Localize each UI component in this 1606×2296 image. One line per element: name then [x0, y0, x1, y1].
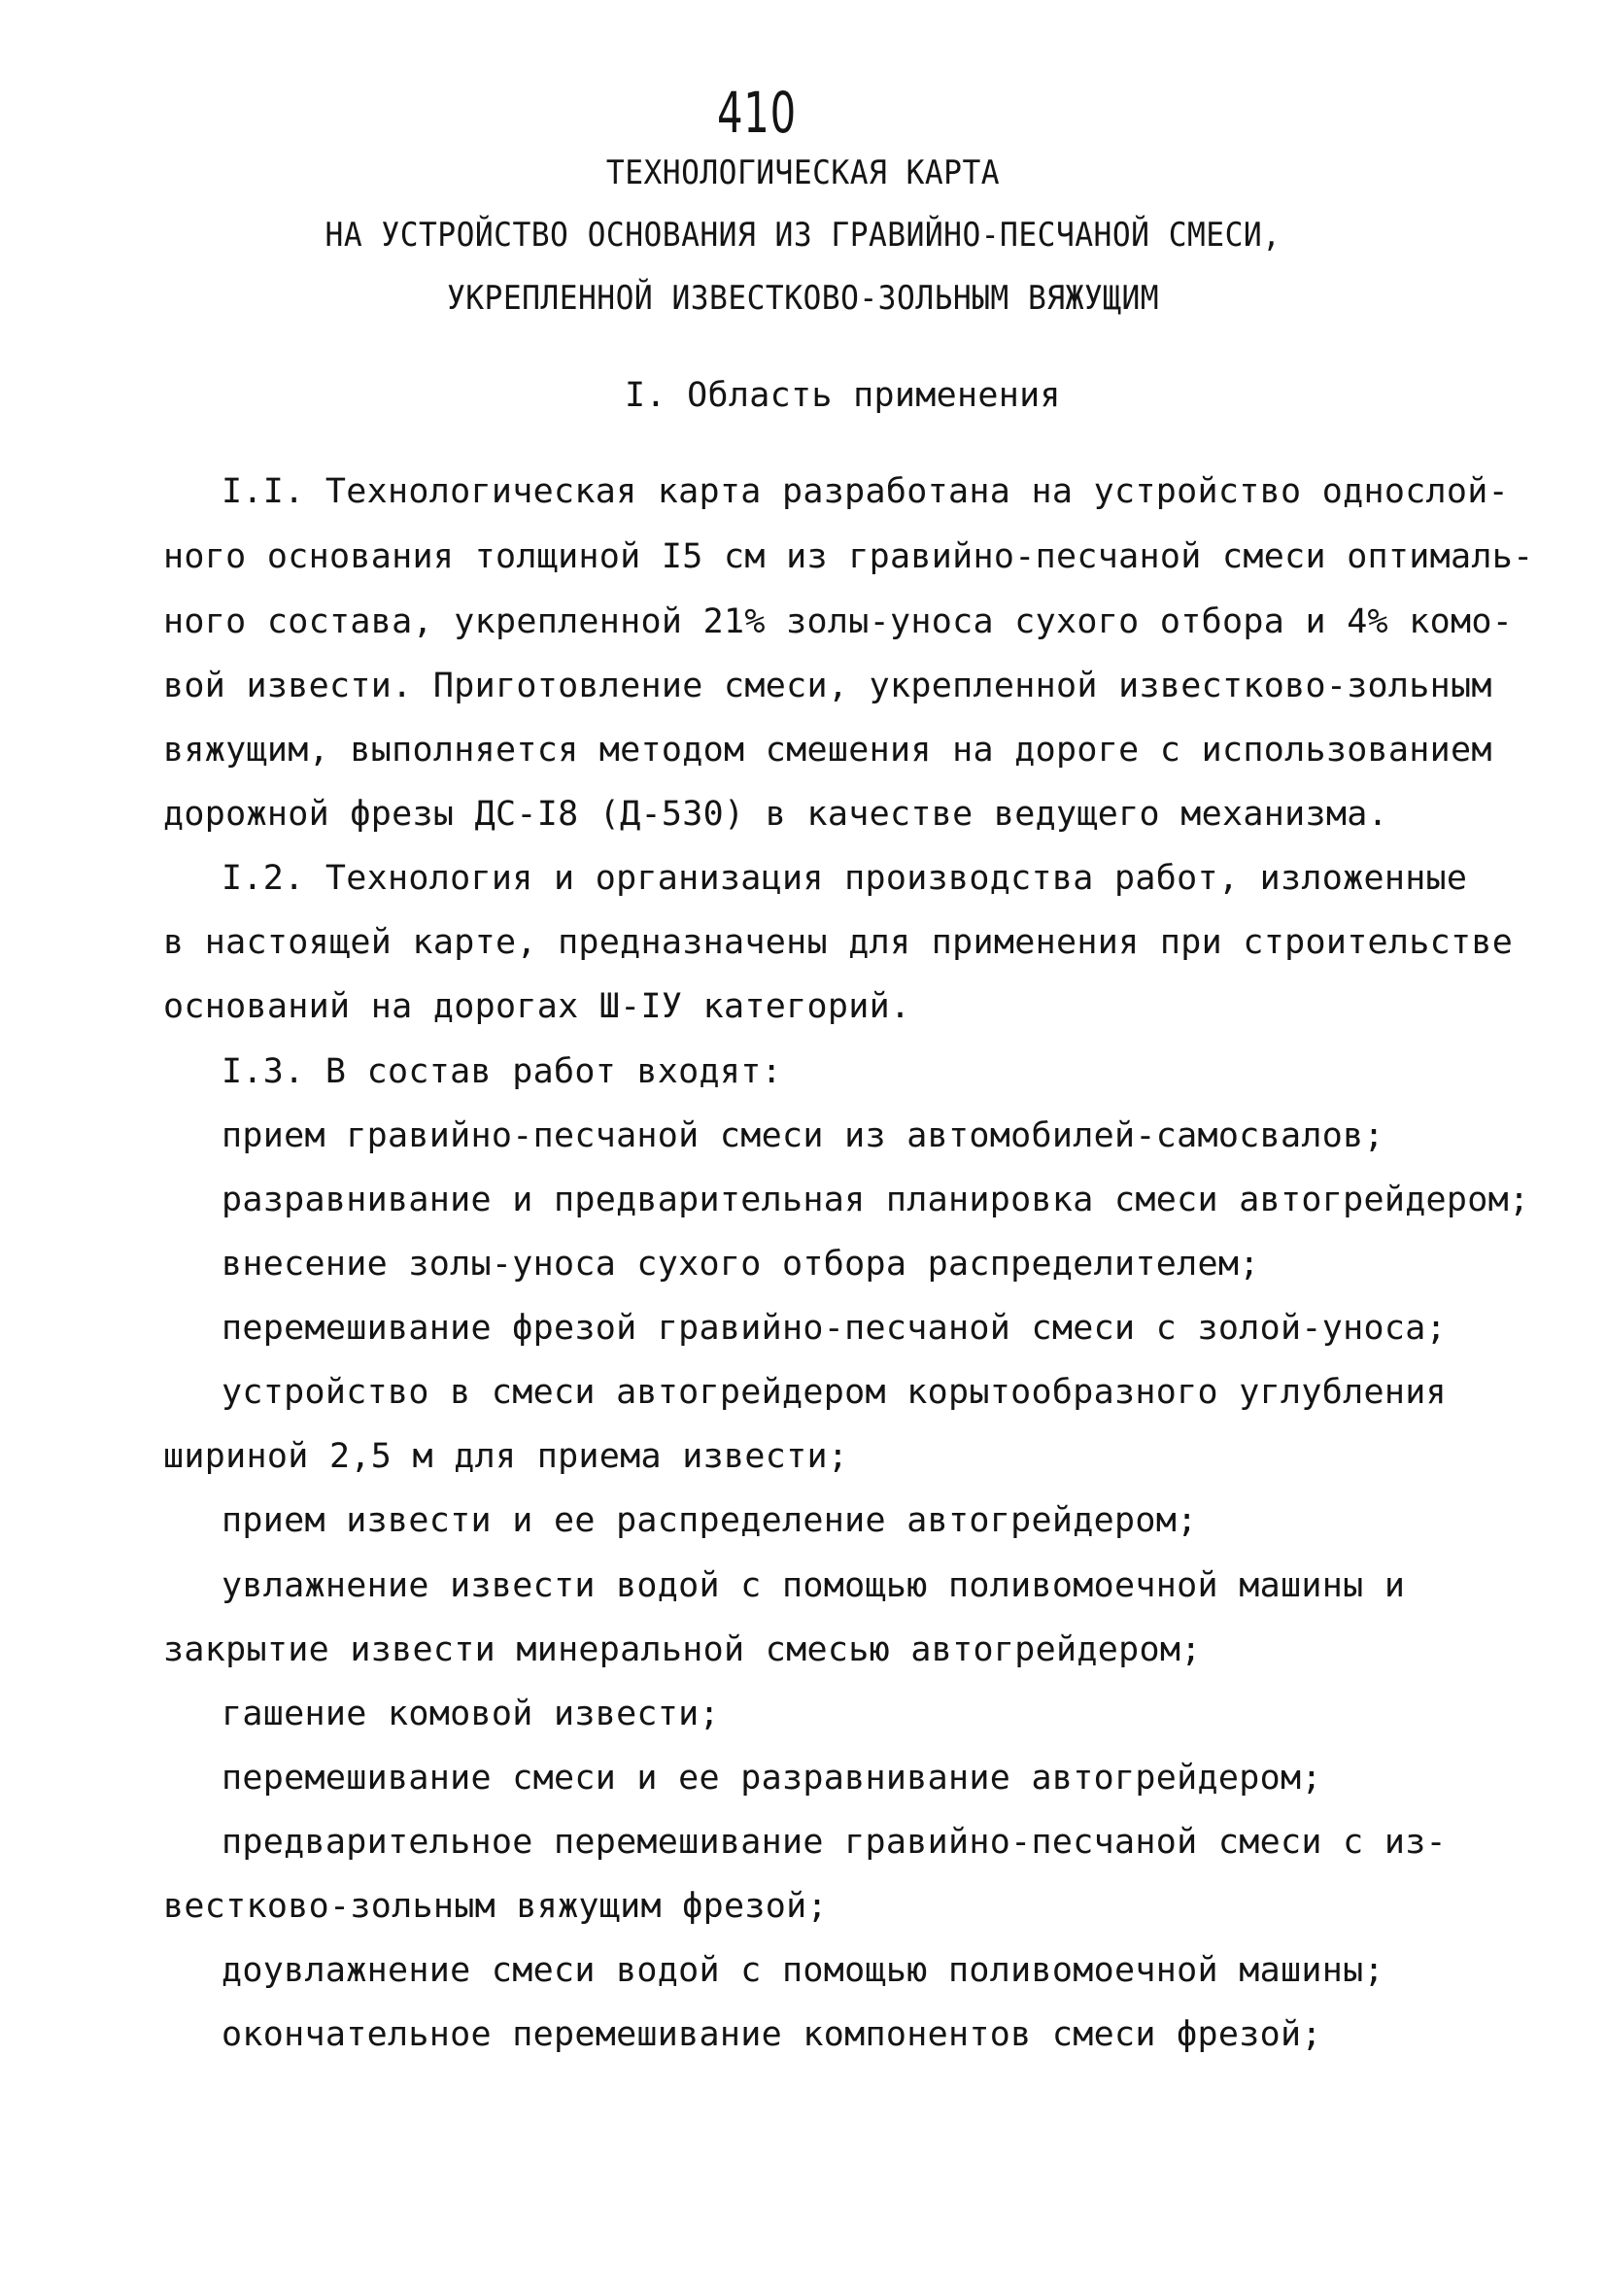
list-item: прием извести и ее распределение автогрейдером;: [222, 1501, 1198, 1540]
title-line-1: ТЕХНОЛОГИЧЕСКАЯ КАРТА: [605, 154, 1001, 192]
page-number: 410: [717, 80, 797, 146]
paragraph-line: ного состава, укрепленной 21% золы-уноса сухого отбора и 4% комо-: [163, 602, 1514, 641]
list-item: закрытие извести минеральной смесью автогрейдером;: [163, 1630, 1202, 1669]
paragraph-line: вяжущим, выполняется методом смешения на дороге с использованием: [163, 731, 1492, 770]
list-item: перемешивание смеси и ее разравнивание автогрейдером;: [222, 1759, 1322, 1798]
list-item: увлажнение извести водой с помощью поливомоечной машины и: [222, 1566, 1406, 1605]
paragraph-line: дорожной фрезы ДС-I8 (Д-530) в качестве ведущего механизма.: [163, 795, 1388, 834]
paragraph-line: I.3. В состав работ входят:: [222, 1052, 783, 1091]
list-item: гашение комовой извести;: [222, 1695, 720, 1733]
list-item: устройство в смеси автогрейдером корытообразного углубления: [222, 1373, 1447, 1412]
paragraph-line: в настоящей карте, предназначены для применения при строительстве: [163, 923, 1514, 962]
paragraph-line: I.I. Технологическая карта разработана на устройство однослой-: [222, 472, 1510, 511]
list-item: вестково-зольным вяжущим фрезой;: [163, 1887, 828, 1926]
list-item: шириной 2,5 м для приема извести;: [163, 1437, 849, 1476]
title-line-2: НА УСТРОЙСТВО ОСНОВАНИЯ ИЗ ГРАВИЙНО-ПЕСЧАНОЙ СМЕСИ,: [325, 216, 1281, 255]
paragraph-line: I.2. Технология и организация производства работ, изложенные: [222, 859, 1468, 898]
list-item: доувлажнение смеси водой с помощью поливомоечной машины;: [222, 1951, 1384, 1990]
list-item: перемешивание фрезой гравийно-песчаной смеси с золой-уноса;: [222, 1309, 1447, 1348]
list-item: внесение золы-уноса сухого отбора распределителем;: [222, 1245, 1260, 1284]
section-heading: I. Область применения: [625, 376, 1061, 415]
list-item: прием гравийно-песчаной смеси из автомобилей-самосвалов;: [222, 1116, 1384, 1155]
list-item: предварительное перемешивание гравийно-песчаной смеси с из-: [222, 1823, 1447, 1862]
paragraph-line: оснований на дорогах Ш-IУ категорий.: [163, 987, 911, 1026]
paragraph-line: вой извести. Приготовление смеси, укрепленной известково-зольным: [163, 667, 1492, 705]
list-item: разравнивание и предварительная планировка смеси автогрейдером;: [222, 1181, 1530, 1219]
title-line-3: УКРЕПЛЕННОЙ ИЗВЕСТКОВО-ЗОЛЬНЫМ ВЯЖУЩИМ: [446, 279, 1160, 318]
list-item: окончательное перемешивание компонентов смеси фрезой;: [222, 2015, 1322, 2054]
paragraph-line: ного основания толщиной I5 см из гравийно-песчаной смеси оптималь-: [163, 537, 1534, 576]
